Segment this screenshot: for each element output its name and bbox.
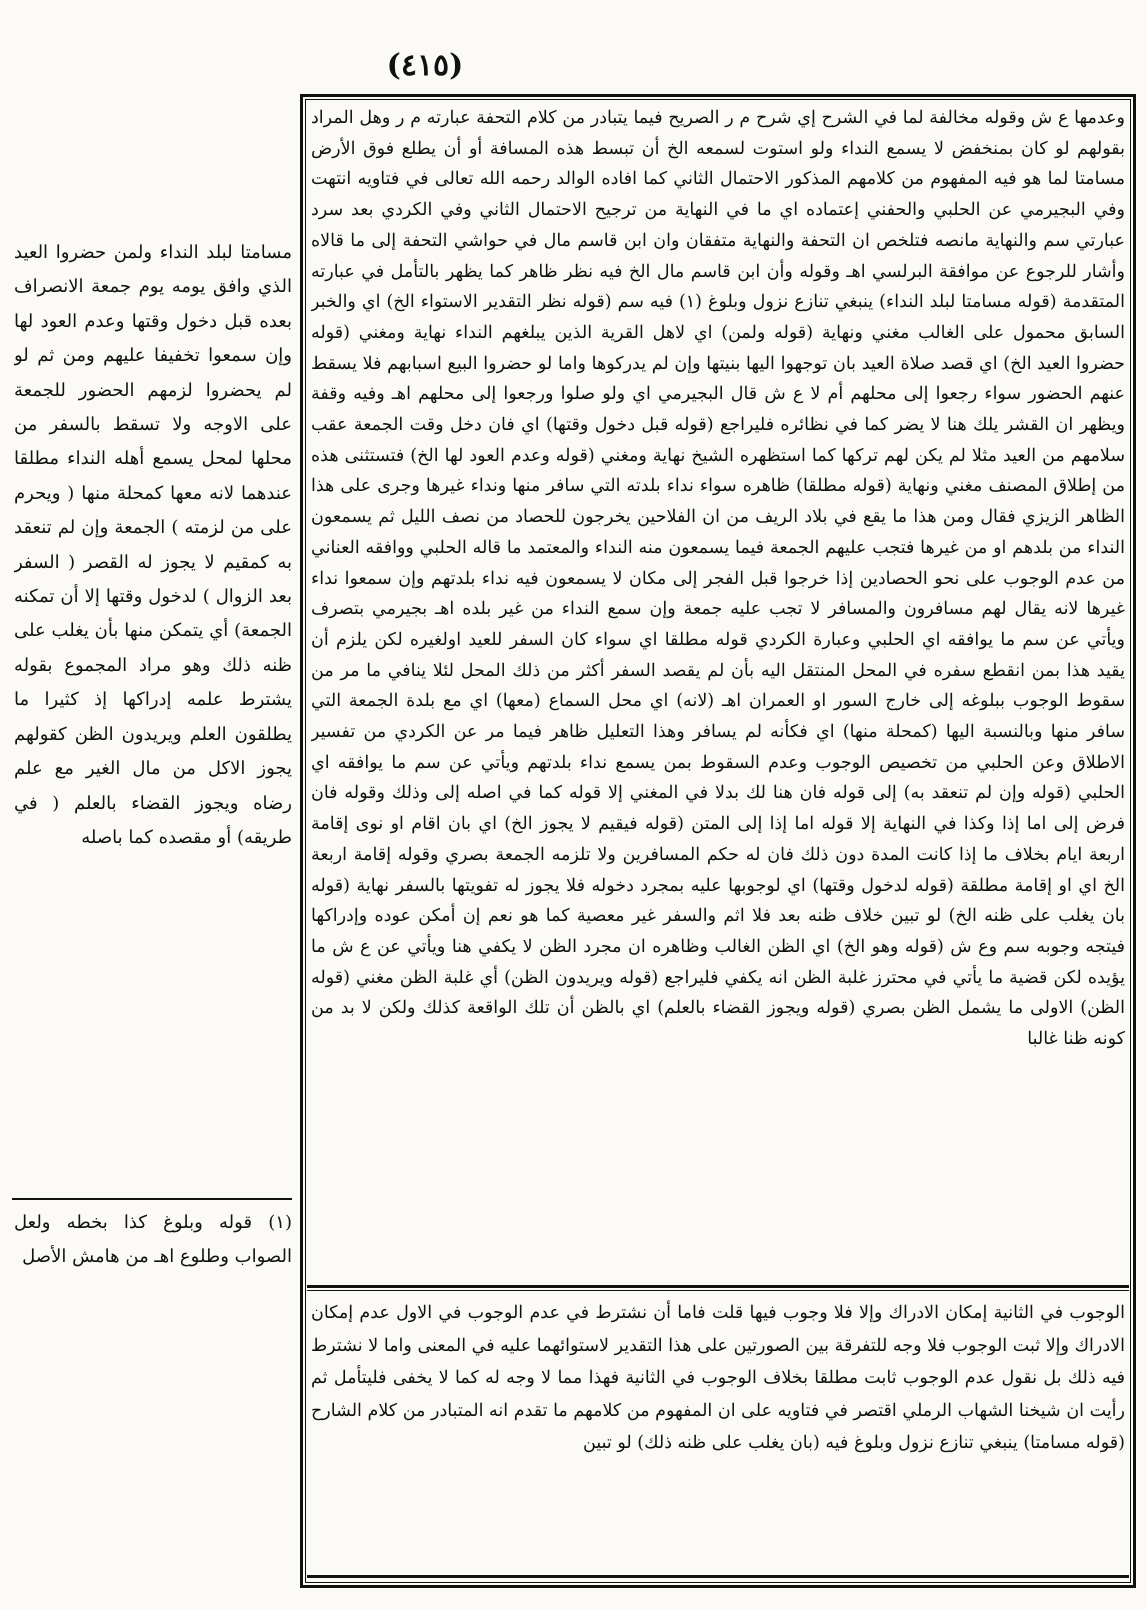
footnote — [14, 1206, 292, 1274]
super-commentary-paragraph: الوجوب في الثانية إمكان الادراك وإلا فلا وجوب فيها قلت فاما أن نشترط في عدم الوجوب في الاول عدم إمكان الادراك وإلا ثبت الوجوب فلا وجه للتفرقة بين الصورتين على هذا التقدير لاستوائهما عليه في المعنى واما لا نشترط فيه ذلك بل نقول عدم الوجوب ثابت مطلقا بخلاف الوجوب في الثانية فهذا مما لا وجه له كما لا يخفى فليتأمل ثم رأيت ان شيخنا الشهاب الرملي اقتصر في فتاويه على ان المفهوم من كلامهم ما تقدم انه المتبادر من كلام الشارح (قوله مسامتا) ينبغي تنازع نزول وبلوغ فيه (بان يغلب على ظنه ذلك) لو تبين — [311, 1303, 1125, 1453]
bottom-rule — [307, 1575, 1129, 1578]
main-frame — [300, 94, 1136, 1588]
super-commentary-text — [311, 1297, 1125, 1569]
section-divider-thin — [307, 1290, 1129, 1291]
matn-side-column — [14, 236, 292, 1196]
matn-paragraph: مسامتا لبلد النداء ولمن حضروا العيد الذي وافق يومه يوم جمعة الانصراف بعده قبل دخول وقتها وعدم العود لها وإن سمعوا تخفيفا عليهم ومن ثم لو لم يحضروا لزمهم الحضور للجمعة على الاوجه ولا تسقط بالسفر من محلها لمحل يسمع أهله النداء مطلقا عندهما لانه معها كمحلة منها ( ويحرم على من لزمته ) الجمعة وإن لم تنعقد به كمقيم لا يجوز له القصر ( السفر بعد الزوال ) لدخول وقتها إلا أن تمكنه الجمعة) أي يتمكن منها بأن يغلب على ظنه ذلك وهو مراد المجموع بقوله يشترط علمه إدراكها إذ كثيرا ما يطلقون العلم ويريدون الظن كقولهم يجوز الاكل من مال الغير مع علم رضاه ويجوز القضاء بالعلم ( في طريقه) أو مقصده كما باصله — [14, 242, 292, 848]
section-divider — [307, 1285, 1129, 1288]
footnote-text: (١) قوله وبلوغ كذا بخطه ولعل الصواب وطلوع اهـ من هامش الأصل — [14, 1212, 292, 1267]
page-number: (٤١٥) — [386, 48, 464, 83]
commentary-paragraph: وعدمها ع ش وقوله مخالفة لما في الشرح إي شرح م ر الصريح فيما يتبادر من كلام التحفة عبارته م ر وهل المراد بقولهم لو كان بمنخفض لا يسمع النداء ولو استوت لسمعه الخ أن تبسط هذه المسافة أو أن يطلع فوق الأرض مسامتا لما هو فيه المفهوم من كلامهم المذكور الاحتمال الثاني كما افاده الوالد رحمه الله تعالى في فتاويه انتهت وفي البجيرمي عن الحلبي والحفني إعتماده اي ما في النهاية من ترجيح الاحتمال الثاني وفي الكردي بعد سرد عبارتي سم والنهاية مانصه فتلخص ان التحفة والنهاية متفقان وان ابن قاسم مال في حواشي التحفة إلى ما قالاه وأشار للرجوع عن موافقة البرلسي اهـ وقوله وأن ابن قاسم مال الخ فيه نظر ظاهر كما يظهر بالتأمل في عبارته المتقدمة (قوله مسامتا لبلد النداء) ينبغي تنازع نزول وبلوغ (١) فيه سم (قوله نظر التقدير الاستواء الخ) اي والخبر السابق محمول على الغالب مغني ونهاية (قوله ولمن) اي لاهل القرية الذين يبلغهم النداء نهاية ومغني (قوله حضروا العيد الخ) اي قصد صلاة العيد بان توجهوا اليها بنيتها وإن لم يدركوها واما لو حضروا البيع اسبابهم فلا يسقط عنهم الحضور سواء رجعوا إلى محلهم أم لا ع ش قال البجيرمي اي ولو صلوا ورجعوا إلى محلهم اهـ وفيه وقفة ويظهر ان القشر يلك هنا لا يضر كما في نظائره فليراجع (قوله قبل دخول وقتها) اي فان دخل وقت الجمعة عقب سلامهم من العيد مثلا لم يكن لهم تركها كما استظهره الشيخ نهاية ومغني (قوله وعدم العود لها الخ) فتستثنى هذه من إطلاق المصنف مغني ونهاية (قوله مطلقا) ظاهره سواء نداء بلدته التي سافر منها ونداء غيرها وجرى على هذا الظاهر الزيزي فقال ومن هذا ما يقع في بلاد الريف من ان الفلاحين يخرجون للحصاد من نصف الليل ثم يسمعون النداء من بلدهم او من غيرها فتجب عليهم الجمعة فيما يسمعون منه النداء والمعتمد ما قاله الحلبي ووافقه العناني من عدم الوجوب على نحو الحصادين إذا خرجوا قبل الفجر إلى مكان لا يسمعون فيه نداء بلدتهم وإن سمعوا نداء غيرها لانه يقال لهم مسافرون والمسافر لا تجب عليه جمعة وإن سمع النداء من غير بلده اهـ بجيرمي بتصرف ويأتي عن سم ما يوافقه اي الحلبي وعبارة الكردي قوله مطلقا اي سواء كان السفر للعيد اولغيره لكن يلزم أن يقيد هذا بمن انقطع سفره في المحل المنتقل اليه بأن لم يقصد السفر أكثر من ذلك المحل لئلا ينافي ما مر من سقوط الوجوب ببلوغه إلى خارج السور او العمران اهـ (لانه) اي محل السماع (معها) اي مع بلدة الجمعة التي سافر منها وبالنسبة اليها (كمحلة منها) اي فكأنه لم يسافر وهذا التعليل ظاهر فيما مر عن الكردي من تفسير الاطلاق وعن الحلبي من تخصيص الوجوب وعدم السقوط بمن يسمع نداء بلدتهم ويأتي عن سم ما يوافقه اي الحلبي (قوله وإن لم تنعقد به) إلى قوله فان هنا لك بدلا في المغني إلا قوله كما في اصله إلى وذلك وقوله فان فرض إلى اما إذا وكذا في النهاية إلا قوله اما إذا إلى المتن (قوله فيقيم لا يجوز الخ) اي بان اقام او نوى إقامة اربعة ايام بخلاف ما إذا كانت المدة دون ذلك فان له حكم المسافرين ولا تلزمه الجمعة بصري وقوله إقامة اربعة الخ اي او إقامة مطلقة (قوله لدخول وقتها) اي لوجوبها عليه بمجرد دخوله فلا يجوز له تفويتها بالسفر نهاية (قوله بان يغلب على ظنه الخ) لو تبين خلاف ظنه بعد فلا اثم والسفر غير معصية كما هو نعم إن أمكن عوده وإدراكها فيتجه وجوبه سم وع ش (قوله وهو الخ) اي الظن الغالب وظاهره ان مجرد الظن لا يكفي هنا ويأتي عن ع ش ما يؤيده لكن قضية ما يأتي في محترز غلبة الظن انه يكفي فليراجع (قوله ويريدون الظن) أي غلبة الظن مغني (قوله الظن) الاولى ما يشمل الظن بصري (قوله ويجوز القضاء بالعلم) اي بالظن أن تلك الواقعة كذلك ولكن لا بد من كونه ظنا غالبا — [311, 108, 1125, 1050]
footnote-divider — [12, 1198, 292, 1200]
commentary-main-text — [311, 103, 1125, 1278]
